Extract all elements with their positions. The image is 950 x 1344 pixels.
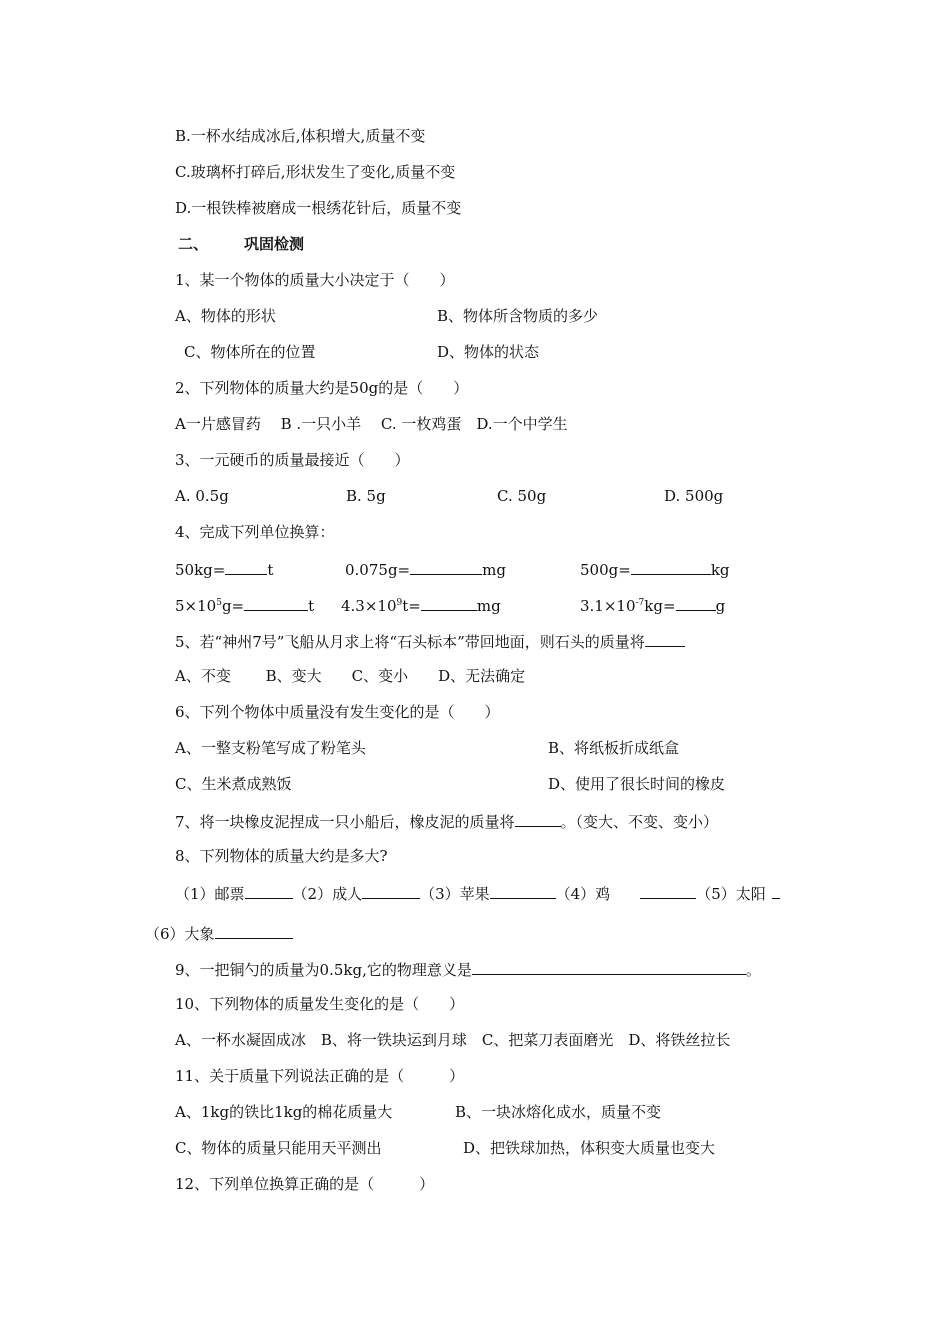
answer-blank[interactable] [631,558,711,575]
q1-option-b: B、物体所含物质的多少 [437,307,599,325]
q5-options: A、不变 B、变大 C、变小 D、无法确定 [175,667,526,685]
q9-stem: 9、一把铜勺的质量为0.5kg,它的物理意义是 。 [175,958,761,980]
answer-blank[interactable] [245,882,293,899]
q3-option-b: B. 5g [346,487,386,505]
q1-option-c: C、物体所在的位置 [184,343,316,361]
q6-option-b: B、将纸板折成纸盒 [548,739,680,757]
answer-blank[interactable] [244,594,308,611]
q8-item-6: （6）大象 [145,922,293,944]
q11-option-c: C、物体的质量只能用天平测出 [175,1139,382,1157]
q4-conversion-2: 0.075g= mg [345,558,506,580]
q8-items: （1）邮票 （2）成人 （3）苹果 （4）鸡 （5）太阳 [175,882,780,904]
section-number: 二、 [178,235,209,253]
answer-blank[interactable] [640,882,696,899]
q2-stem: 2、下列物体的质量大约是50g的是（ ） [175,379,469,397]
answer-blank[interactable] [645,630,685,647]
q4-conversion-3: 500g= kg [580,558,730,580]
answer-blank[interactable] [215,922,293,939]
q4-conversion-5: $4.3\times 10^9t=$ mg [341,594,501,616]
q5-stem: 5、若“神州7号”飞船从月求上将“石头标本”带回地面，则石头的质量将 [175,630,685,652]
answer-blank[interactable] [472,958,746,975]
q6-option-a: A、一整支粉笔写成了粉笔头 [175,739,366,757]
answer-blank[interactable] [362,882,420,899]
answer-blank[interactable] [490,882,556,899]
q11-option-b: B、一块冰熔化成水，质量不变 [455,1103,662,1121]
q3-stem: 3、一元硬币的质量最接近（ ） [175,451,410,469]
q10-stem: 10、下列物体的质量发生变化的是（ ） [175,995,465,1013]
prev-option-b: B.一杯水结成冰后,体积增大,质量不变 [175,127,426,145]
q6-stem: 6、下列个物体中质量没有发生变化的是（ ） [175,703,500,721]
q3-option-c: C. 50g [497,487,547,505]
q11-option-a: A、1kg的铁比1kg的棉花质量大 [175,1103,393,1121]
prev-option-d: D.一根铁棒被磨成一根绣花针后，质量不变 [175,199,462,217]
q4-conversion-1: 50kg= t [175,558,273,580]
q8-stem: 8、下列物体的质量大约是多大? [175,847,388,865]
answer-blank[interactable] [421,594,477,611]
section-title: 巩固检测 [244,235,305,253]
answer-blank[interactable] [410,558,482,575]
q6-option-c: C、生米煮成熟饭 [175,775,292,793]
q1-option-d: D、物体的状态 [437,343,540,361]
answer-blank[interactable] [515,810,561,827]
q11-stem: 11、关于质量下列说法正确的是（ ） [175,1067,465,1085]
q11-option-d: D、把铁球加热，体积变大质量也变大 [463,1139,716,1157]
q1-stem: 1、某一个物体的质量大小决定于（ ） [175,271,455,289]
answer-blank[interactable] [225,558,267,575]
q2-options: A一片感冒药 B .一只小羊 C. 一枚鸡蛋 D.一个中学生 [175,415,568,433]
q6-option-d: D、使用了很长时间的橡皮 [548,775,726,793]
q3-option-d: D. 500g [664,487,724,505]
q10-options: A、一杯水凝固成冰 B、将一铁块运到月球 C、把菜刀表面磨光 D、将铁丝拉长 [175,1031,731,1049]
answer-blank[interactable] [772,882,780,899]
q4-conversion-4: $5\times 10^5g= t$ [175,594,314,616]
q4-stem: 4、完成下列单位换算： [175,523,335,541]
q4-conversion-6: $3.1\times 10^{-7}kg= g$ [580,594,725,616]
answer-blank[interactable] [676,594,716,611]
q3-option-a: A. 0.5g [175,487,229,505]
q12-stem: 12、下列单位换算正确的是（ ） [175,1175,435,1193]
q7-stem: 7、将一块橡皮泥捏成一只小船后，橡皮泥的质量将 。（变大、不变、变小） [175,810,718,832]
q1-option-a: A、物体的形状 [175,307,276,325]
prev-option-c: C.玻璃杯打碎后,形状发生了变化,质量不变 [175,163,456,181]
